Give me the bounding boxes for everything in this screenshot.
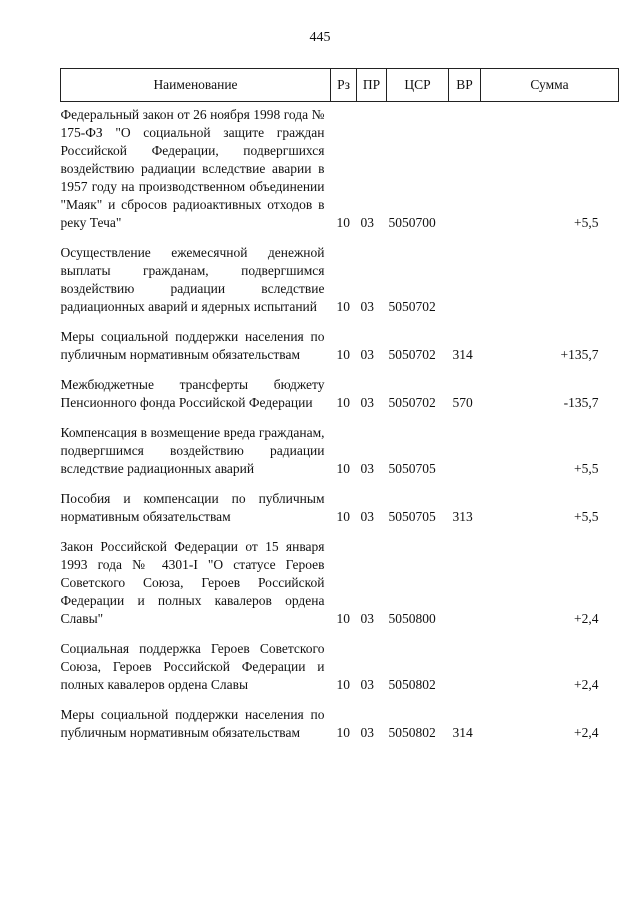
header-name: Наименование — [61, 69, 331, 102]
row-name: Осуществление ежемесячной денежной выплаты гражданам, подвергшимся воздействию радиации вследствие радиационных аварий и ядерных испытаний — [60, 245, 325, 314]
page-number: 445 — [309, 30, 331, 45]
row-csr: 5050800 — [388, 611, 436, 626]
row-rz: 10 — [336, 215, 350, 230]
header-csr: ЦСР — [387, 69, 449, 102]
row-name: Меры социальной поддержки населения по публичным нормативным обязательствам — [60, 707, 325, 740]
table-row — [61, 628, 619, 694]
row-name: Пособия и компенсации по публичным нормативным обязательствам — [60, 491, 325, 524]
table-header — [61, 69, 619, 102]
table-row — [61, 364, 619, 412]
row-vr — [449, 628, 481, 694]
table-row — [61, 102, 619, 233]
row-csr: 5050700 — [388, 215, 436, 230]
row-pr: 03 — [360, 509, 374, 524]
row-sum: +135,7 — [560, 347, 599, 362]
header-vr: ВР — [449, 69, 481, 102]
row-name: Меры социальной поддержки населения по публичным нормативным обязательствам — [60, 329, 325, 362]
table-body — [61, 102, 619, 743]
row-rz: 10 — [336, 611, 350, 626]
row-csr: 5050702 — [388, 347, 436, 362]
row-csr: 5050705 — [388, 461, 436, 476]
row-sum: +2,4 — [574, 725, 599, 740]
row-sum: +5,5 — [574, 215, 599, 230]
row-rz: 10 — [336, 461, 350, 476]
table-row — [61, 478, 619, 526]
row-vr: 313 — [452, 509, 473, 524]
row-pr: 03 — [360, 299, 374, 314]
row-rz: 10 — [336, 725, 350, 740]
header-rz: Рз — [331, 69, 357, 102]
row-rz: 10 — [336, 347, 350, 362]
row-pr: 03 — [360, 347, 374, 362]
table-row — [61, 232, 619, 316]
row-name: Федеральный закон от 26 ноября 1998 года № 175-ФЗ "О социальной защите граждан Российской Федерации, подвергшихся воздействию радиации вследствие аварии в 1957 году на производственном объединении "Маяк" и сбросов радиоактивных отходов в реку Теча" — [60, 107, 325, 230]
row-vr: 314 — [452, 347, 473, 362]
budget-table — [60, 68, 619, 742]
row-name: Межбюджетные трансферты бюджету Пенсионного фонда Российской Федерации — [60, 377, 325, 410]
row-pr: 03 — [360, 395, 374, 410]
row-rz: 10 — [336, 395, 350, 410]
row-name: Социальная поддержка Героев Советского Союза, Героев Российской Федерации и полных кавалеров ордена Славы — [60, 641, 325, 692]
row-rz: 10 — [336, 299, 350, 314]
row-sum — [481, 232, 619, 316]
row-csr: 5050702 — [388, 299, 436, 314]
table-row — [61, 694, 619, 742]
row-pr: 03 — [360, 461, 374, 476]
header-pr: ПР — [357, 69, 387, 102]
row-vr — [449, 102, 481, 233]
row-sum: +2,4 — [574, 611, 599, 626]
row-name: Закон Российской Федерации от 15 января 1993 года № 4301-I "О статусе Героев Советского Союза, Героев Российской Федерации и полных кавалеров ордена Славы" — [60, 539, 325, 626]
row-vr — [449, 412, 481, 478]
row-vr: 314 — [452, 725, 473, 740]
row-sum: +5,5 — [574, 461, 599, 476]
table-row — [61, 412, 619, 478]
row-pr: 03 — [360, 677, 374, 692]
row-pr: 03 — [360, 611, 374, 626]
table-row — [61, 526, 619, 628]
row-csr: 5050702 — [388, 395, 436, 410]
row-csr: 5050802 — [388, 725, 436, 740]
row-rz: 10 — [336, 677, 350, 692]
row-pr: 03 — [360, 215, 374, 230]
row-csr: 5050705 — [388, 509, 436, 524]
row-vr — [449, 526, 481, 628]
row-vr — [449, 232, 481, 316]
header-sum: Сумма — [481, 69, 619, 102]
row-sum: -135,7 — [563, 395, 599, 410]
row-rz: 10 — [336, 509, 350, 524]
row-vr: 570 — [452, 395, 473, 410]
row-name: Компенсация в возмещение вреда гражданам, подвергшимся воздействию радиации вследствие радиационных аварий — [60, 425, 325, 476]
row-sum: +5,5 — [574, 509, 599, 524]
table-row — [61, 316, 619, 364]
row-sum: +2,4 — [574, 677, 599, 692]
row-pr: 03 — [360, 725, 374, 740]
row-csr: 5050802 — [388, 677, 436, 692]
